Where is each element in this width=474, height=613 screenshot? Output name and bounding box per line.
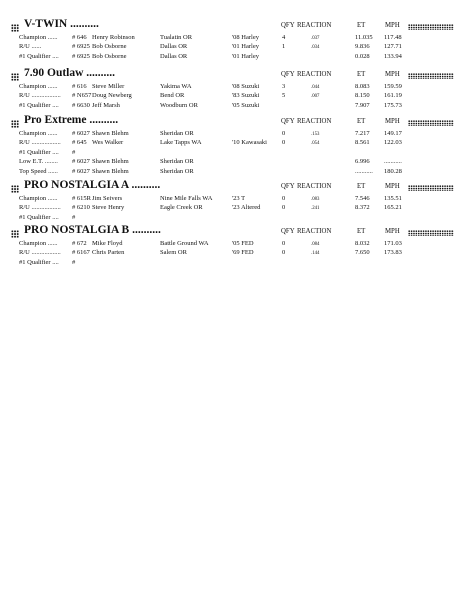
cell-reaction: .083	[311, 197, 320, 202]
table-row	[0, 249, 474, 259]
cell-car: '01 Harley	[232, 43, 259, 50]
cell-name: Steve Miller	[92, 83, 125, 90]
header-et: ET	[357, 183, 366, 190]
cell-reaction: .044	[311, 85, 320, 90]
header-et: ET	[357, 118, 366, 125]
cell-name: Jim Seivers	[92, 195, 123, 202]
section-title: PRO NOSTALGIA B ..........	[24, 224, 161, 236]
cell-et: 8.032	[355, 240, 370, 247]
cell-name: Chris Parten	[92, 249, 125, 256]
cell-reaction: .144	[311, 251, 320, 256]
header-et: ET	[357, 228, 366, 235]
cell-et: 0.028	[355, 53, 370, 60]
cell-et: 8.372	[355, 204, 370, 211]
table-row	[0, 259, 474, 269]
header-qfy: QFY	[281, 118, 295, 125]
cell-num: #	[72, 214, 76, 221]
cell-mph: 117.48	[384, 34, 402, 41]
cell-label: Low E.T. ........	[19, 158, 58, 165]
cell-num: # 645	[72, 139, 87, 146]
cell-name: Shawn Blehm	[92, 168, 129, 175]
cell-label: Champion ......	[19, 240, 58, 247]
cell-city: Bend OR	[160, 92, 185, 99]
header-et: ET	[357, 71, 366, 78]
section-title: V-TWIN ..........	[24, 18, 99, 30]
table-row	[0, 158, 474, 168]
cell-name: Shawn Blehm	[92, 158, 129, 165]
cell-city: Woodburn OR	[160, 102, 198, 109]
section-header	[0, 67, 474, 81]
grip-icon	[11, 230, 19, 238]
cell-num: # 6210	[72, 204, 90, 211]
cell-et: 11.035	[355, 34, 373, 41]
cell-mph: 173.83	[384, 249, 402, 256]
cell-city: Nine Mile Falls WA	[160, 195, 213, 202]
table-row	[0, 102, 474, 112]
cell-label: R/U ..................	[19, 139, 61, 146]
cell-mph: 180.28	[384, 168, 402, 175]
cell-reaction: .241	[311, 206, 320, 211]
cell-qfy: 4	[282, 34, 286, 41]
section-title: Pro Extreme ..........	[24, 114, 119, 126]
cell-reaction: .037	[311, 36, 320, 41]
table-row	[0, 214, 474, 224]
cell-mph: 135.51	[384, 195, 402, 202]
cell-label: Champion ......	[19, 83, 58, 90]
cell-num: # 615R	[72, 195, 91, 202]
section-header	[0, 224, 474, 238]
cell-name: Mike Floyd	[92, 240, 123, 247]
header-qfy: QFY	[281, 228, 295, 235]
cell-label: #1 Qualifier ....	[19, 102, 59, 109]
cell-num: #	[72, 149, 76, 156]
cell-car: '05 FED	[232, 240, 254, 247]
cell-car: '23 T	[232, 195, 246, 202]
cell-qfy: 0	[282, 130, 286, 137]
cell-et: 8.150	[355, 92, 370, 99]
cell-mph: 133.94	[384, 53, 402, 60]
cell-reaction: .084	[311, 242, 320, 247]
dotted-bar	[408, 24, 454, 30]
cell-label: R/U ......	[19, 43, 42, 50]
dotted-bar	[408, 120, 454, 126]
cell-label: #1 Qualifier ....	[19, 259, 59, 266]
header-reaction: REACTION	[297, 228, 332, 235]
header-mph: MPH	[385, 118, 400, 125]
cell-reaction: .007	[311, 94, 320, 99]
cell-num: # 6925	[72, 43, 90, 50]
cell-mph: 127.71	[384, 43, 402, 50]
header-qfy: QFY	[281, 22, 295, 29]
table-row	[0, 204, 474, 214]
cell-name: Bob Osborne	[92, 53, 127, 60]
cell-reaction: .153	[311, 132, 320, 137]
cell-et: 7.907	[355, 102, 370, 109]
dotted-bar	[408, 73, 454, 79]
cell-qfy: 0	[282, 195, 286, 202]
cell-qfy: 5	[282, 92, 286, 99]
cell-car: '83 Suzuki	[232, 92, 260, 99]
cell-mph: ...........	[384, 158, 402, 165]
cell-name: Steve Henry	[92, 204, 125, 211]
grip-icon	[11, 24, 19, 32]
cell-label: #1 Qualifier ....	[19, 214, 59, 221]
cell-num: # 6167	[72, 249, 90, 256]
cell-num: # N657	[72, 92, 92, 99]
section-header	[0, 179, 474, 193]
cell-qfy: 0	[282, 204, 286, 211]
cell-car: '10 Kawasaki	[232, 139, 267, 146]
cell-reaction: .034	[311, 45, 320, 50]
cell-num: #	[72, 259, 76, 266]
cell-et: ...........	[355, 168, 373, 175]
section-header	[0, 18, 474, 32]
cell-label: Champion ......	[19, 130, 58, 137]
table-row	[0, 53, 474, 63]
header-mph: MPH	[385, 71, 400, 78]
table-row	[0, 43, 474, 53]
cell-mph: 122.03	[384, 139, 402, 146]
cell-qfy: 0	[282, 249, 286, 256]
dotted-bar	[408, 185, 454, 191]
cell-num: # 6027	[72, 168, 90, 175]
section-header	[0, 114, 474, 128]
cell-car: '05 Suzuki	[232, 102, 260, 109]
cell-mph: 165.21	[384, 204, 402, 211]
cell-num: # 6630	[72, 102, 90, 109]
cell-et: 7.217	[355, 130, 370, 137]
cell-city: Sheridan OR	[160, 158, 194, 165]
cell-city: Lake Tapps WA	[160, 139, 202, 146]
cell-qfy: 0	[282, 139, 286, 146]
cell-city: Sheridan OR	[160, 130, 194, 137]
cell-mph: 175.73	[384, 102, 402, 109]
cell-num: # 672	[72, 240, 87, 247]
cell-qfy: 3	[282, 83, 286, 90]
cell-num: # 6027	[72, 130, 90, 137]
cell-city: Salem OR	[160, 249, 187, 256]
header-reaction: REACTION	[297, 71, 332, 78]
header-mph: MPH	[385, 228, 400, 235]
cell-city: Yakima WA	[160, 83, 192, 90]
cell-num: # 646	[72, 34, 87, 41]
cell-city: Sheridan OR	[160, 168, 194, 175]
cell-city: Eagle Creek OR	[160, 204, 203, 211]
cell-reaction: .054	[311, 141, 320, 146]
cell-num: # 616	[72, 83, 87, 90]
header-mph: MPH	[385, 183, 400, 190]
cell-qfy: 1	[282, 43, 286, 50]
cell-label: #1 Qualifier ....	[19, 149, 59, 156]
cell-et: 8.561	[355, 139, 370, 146]
cell-city: Tualatin OR	[160, 34, 193, 41]
cell-label: Top Speed ......	[19, 168, 58, 175]
cell-name: Shawn Blehm	[92, 130, 129, 137]
cell-city: Dallas OR	[160, 53, 188, 60]
cell-et: 9.836	[355, 43, 370, 50]
cell-car: '08 Harley	[232, 34, 259, 41]
cell-num: # 6925	[72, 53, 90, 60]
section-title: 7.90 Outlaw ..........	[24, 67, 116, 79]
cell-city: Battle Ground WA	[160, 240, 209, 247]
cell-qfy: 0	[282, 240, 286, 247]
header-qfy: QFY	[281, 71, 295, 78]
table-row	[0, 92, 474, 102]
cell-car: '23 Altered	[232, 204, 261, 211]
cell-et: 8.083	[355, 83, 370, 90]
cell-num: # 6027	[72, 158, 90, 165]
grip-icon	[11, 120, 19, 128]
cell-city: Dallas OR	[160, 43, 188, 50]
header-et: ET	[357, 22, 366, 29]
cell-label: R/U ..................	[19, 204, 61, 211]
grip-icon	[11, 73, 19, 81]
cell-car: '69 FED	[232, 249, 254, 256]
header-mph: MPH	[385, 22, 400, 29]
cell-name: Bob Osborne	[92, 43, 127, 50]
cell-name: Henry Robinson	[92, 34, 135, 41]
cell-car: '08 Suzuki	[232, 83, 260, 90]
header-reaction: REACTION	[297, 118, 332, 125]
table-row	[0, 139, 474, 149]
table-row	[0, 168, 474, 178]
cell-car: '01 Harley	[232, 53, 259, 60]
cell-mph: 159.59	[384, 83, 402, 90]
cell-label: Champion ......	[19, 195, 58, 202]
cell-name: Doug Newberg	[92, 92, 132, 99]
cell-name: Jeff Marsh	[92, 102, 120, 109]
cell-et: 7.546	[355, 195, 370, 202]
cell-label: Champion ......	[19, 34, 58, 41]
dotted-bar	[408, 230, 454, 236]
cell-mph: 149.17	[384, 130, 402, 137]
header-reaction: REACTION	[297, 22, 332, 29]
header-reaction: REACTION	[297, 183, 332, 190]
cell-et: 6.996	[355, 158, 370, 165]
cell-label: R/U ..................	[19, 249, 61, 256]
cell-mph: 171.03	[384, 240, 402, 247]
grip-icon	[11, 185, 19, 193]
cell-label: R/U ..................	[19, 92, 61, 99]
section-title: PRO NOSTALGIA A ..........	[24, 179, 161, 191]
cell-name: Wes Walker	[92, 139, 124, 146]
cell-mph: 161.19	[384, 92, 402, 99]
cell-label: #1 Qualifier ....	[19, 53, 59, 60]
cell-et: 7.650	[355, 249, 370, 256]
header-qfy: QFY	[281, 183, 295, 190]
